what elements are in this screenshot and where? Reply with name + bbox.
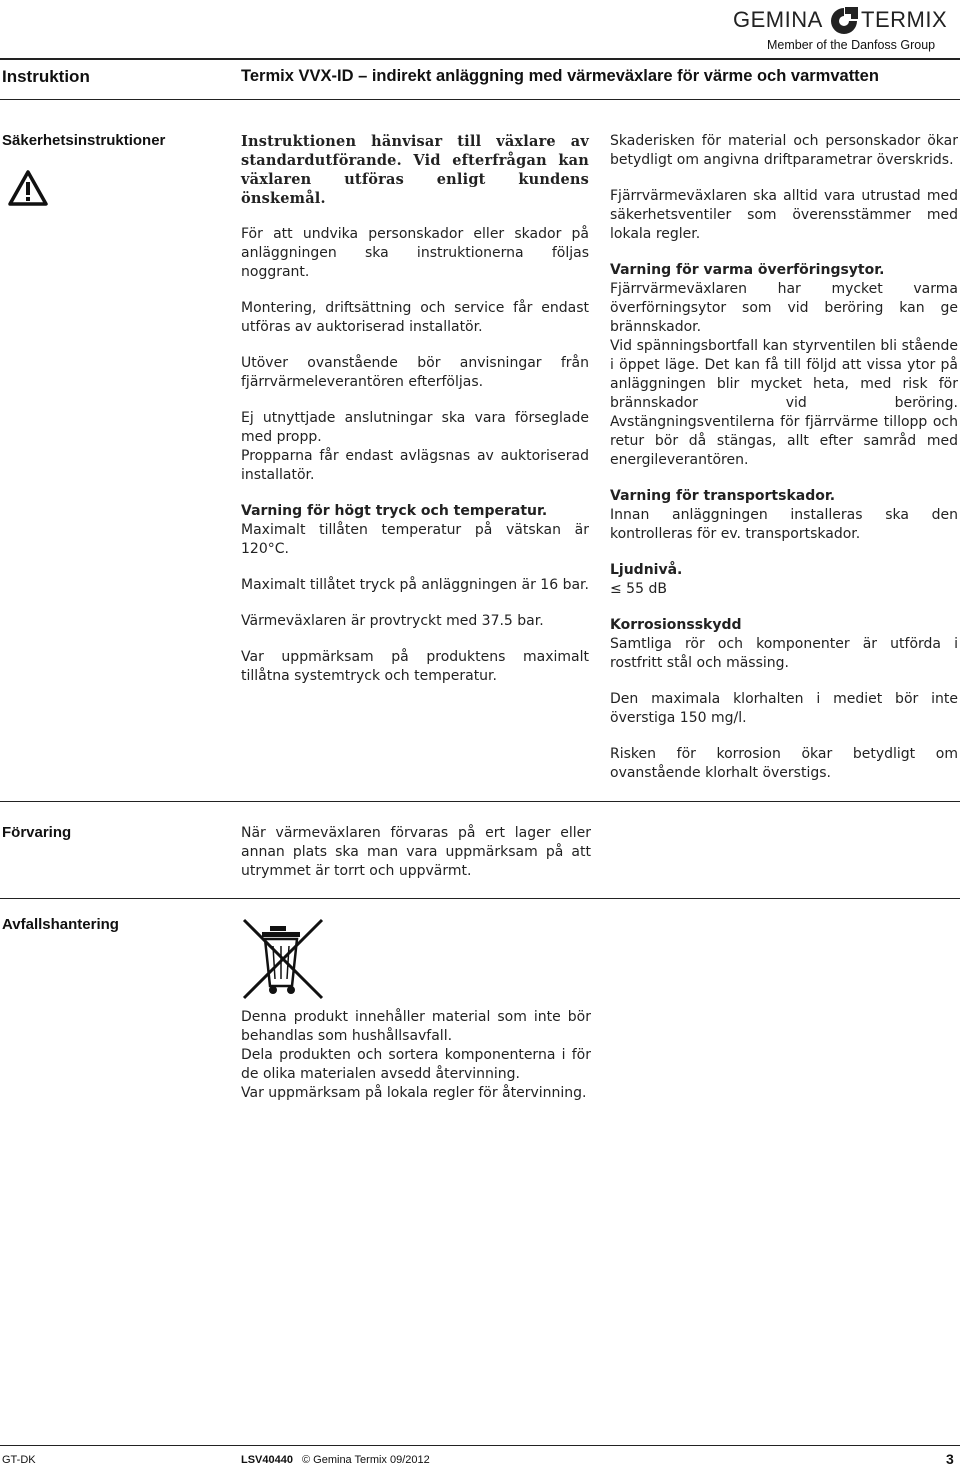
safety-paragraph: Innan anläggningen installeras ska den kontrolleras för ev. transportskador. <box>610 507 958 542</box>
warning-hot-surfaces-heading: Varning för varma överföringsytor. <box>610 262 885 278</box>
disposal-heading: Avfallshantering <box>2 916 119 933</box>
safety-right-column <box>610 132 958 783</box>
footer-doc-number: LSV40440 <box>241 1454 293 1466</box>
storage-heading: Förvaring <box>2 824 72 841</box>
footer-copyright: © Gemina Termix 09/2012 <box>302 1454 430 1466</box>
safety-paragraph: Ej utnyttjade anslutningar ska vara förseglade med propp. <box>241 410 589 445</box>
disposal-text-line: Var uppmärksam på lokala regler för återvinning. <box>241 1085 587 1101</box>
gemina-termix-logo-icon <box>829 6 859 36</box>
warning-triangle-icon <box>7 169 49 207</box>
storage-text-block <box>241 824 591 881</box>
safety-paragraph: Propparna får endast avlägsnas av auktoriserad installatör. <box>241 448 589 483</box>
header-top-rule <box>0 58 960 60</box>
safety-paragraph: Fjärrvärmeväxlaren har mycket varma överförningsytor som vid beröring kan ge brännskador. <box>610 281 958 335</box>
disposal-text-line: Dela produkten och sortera komponenterna i för de olika materialen avsedd återvinning. <box>241 1047 591 1082</box>
safety-paragraph: Maximalt tillåten temperatur på vätskan är 120°C. <box>241 522 589 557</box>
disposal-text-block <box>241 1008 591 1103</box>
page-title: Termix VVX-ID – indirekt anläggning med värmeväxlare för värme och varmvatten <box>241 67 879 85</box>
page-number: 3 <box>946 1451 954 1467</box>
safety-paragraph: Risken för korrosion ökar betydligt om ovanstående klorhalt överstigs. <box>610 746 958 781</box>
brand-logo <box>733 4 955 54</box>
brand-name-right: TERMIX <box>861 7 948 32</box>
safety-paragraph: Montering, driftsättning och service får endast utföras av auktoriserad installatör. <box>241 300 589 335</box>
safety-paragraph: Skaderisken för material och personskador ökar betydligt om angivna driftparametrar överskrids. <box>610 133 958 168</box>
corrosion-protection-heading: Korrosionsskydd <box>610 617 742 633</box>
warning-pressure-temperature-heading: Varning för högt tryck och temperatur. <box>241 503 548 519</box>
safety-left-column <box>241 132 589 686</box>
header-section-label: Instruktion <box>2 67 90 86</box>
safety-paragraph: För att undvika personskador eller skador på anläggningen ska instruktionerna följas noggrant. <box>241 226 589 280</box>
noise-level-value: ≤ 55 dB <box>610 581 667 597</box>
brand-name-left: GEMINA <box>733 7 823 32</box>
safety-intro: Instruktionen hänvisar till växlare av standardutförande. Vid efterfrågan kan växlaren utföras enligt kundens önskemål. <box>241 133 589 207</box>
footer-rule <box>0 1445 960 1446</box>
storage-text: När värmeväxlaren förvaras på ert lager eller annan plats ska man vara uppmärksam på att utrymmet är torrt och uppvärmt. <box>241 825 591 879</box>
safety-paragraph: Utöver ovanstående bör anvisningar från fjärrvärmeleverantören efterföljas. <box>241 355 589 390</box>
safety-paragraph: Värmeväxlaren är provtryckt med 37.5 bar. <box>241 613 544 629</box>
crossed-out-wheelie-bin-icon <box>240 916 326 1002</box>
safety-paragraph: Den maximala klorhalten i mediet bör inte överstiga 150 mg/l. <box>610 691 958 726</box>
safety-paragraph: Vid spänningsbortfall kan styrventilen bli stående i öppet läge. Det kan få till följd att vissa ytor på anläggningen blir mycket heta, med risk för brännskador vid beröring. Avstängningsventilerna för fjärrvärme tillopp och retur bör då stängas, allt efter samråd med energileverantören. <box>610 338 958 468</box>
safety-paragraph: Var uppmärksam på produktens maximalt tillåtna systemtryck och temperatur. <box>241 649 589 684</box>
disposal-text-line: Denna produkt innehåller material som inte bör behandlas som hushållsavfall. <box>241 1009 591 1044</box>
footer-country-code: GT-DK <box>2 1454 36 1466</box>
brand-tagline: Member of the Danfoss Group <box>767 38 936 52</box>
disposal-rule <box>0 898 960 899</box>
header-bottom-rule <box>0 99 960 100</box>
noise-level-heading: Ljudnivå. <box>610 562 683 578</box>
safety-paragraph: Maximalt tillåtet tryck på anläggningen är 16 bar. <box>241 577 589 593</box>
storage-rule <box>0 801 960 802</box>
warning-transport-heading: Varning för transportskador. <box>610 488 836 504</box>
safety-paragraph: Samtliga rör och komponenter är utförda i rostfritt stål och mässing. <box>610 636 958 671</box>
safety-paragraph: Fjärrvärmeväxlaren ska alltid vara utrustad med säkerhetsventiler som överensstämmer med lokala regler. <box>610 188 958 242</box>
safety-heading: Säkerhetsinstruktioner <box>2 132 166 149</box>
